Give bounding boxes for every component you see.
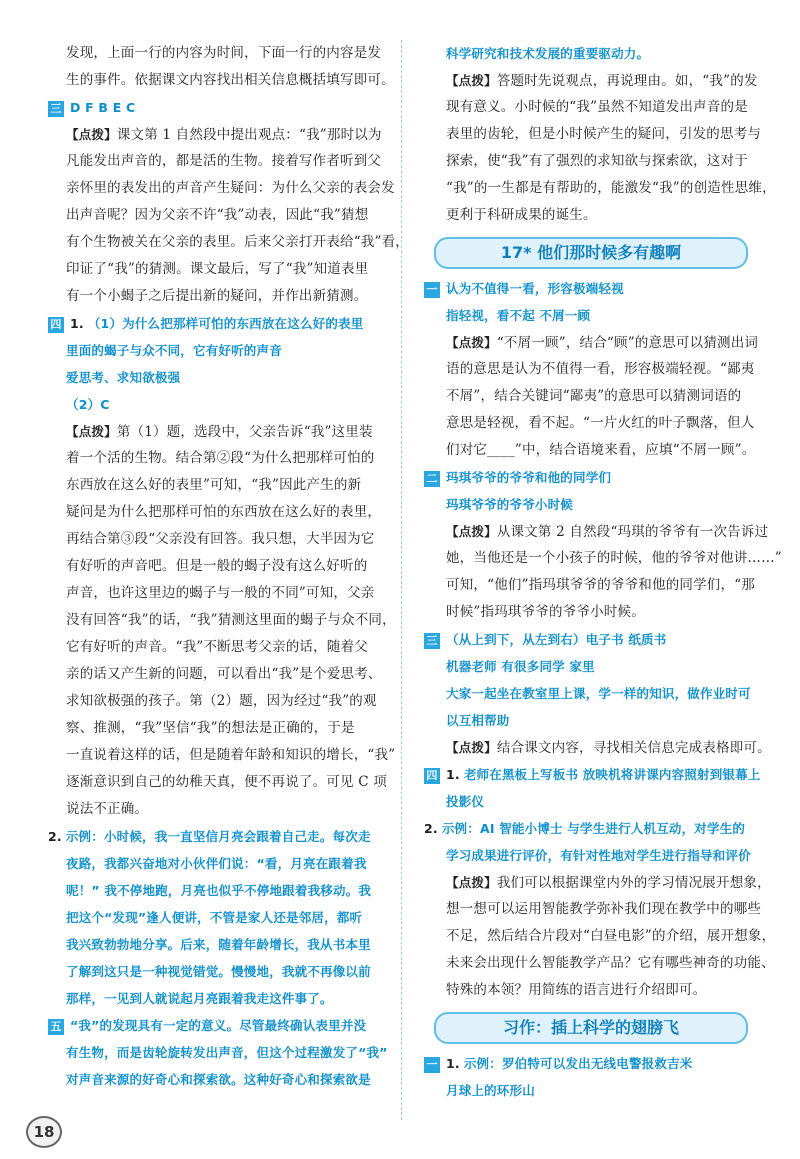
text-line: [424, 518, 769, 545]
line-text: 她，当他还是一个小孩子的时候，他的爷爷对他讲……”: [446, 550, 782, 566]
text-line: [48, 499, 382, 526]
text-line: [48, 688, 378, 715]
line-text: 特殊的本领？用简练的语言进行介绍即可。: [446, 982, 707, 998]
text-line: [424, 40, 754, 67]
line-text: 说法不正确。: [66, 801, 149, 817]
line-text: 不屑”，结合关键词“鄙夷”的意思可以猜测词语的: [446, 388, 742, 404]
line-text: 答题时先说观点，再说理由。如，“我”的发: [496, 73, 758, 89]
line-text: 有一个小蝎子之后提出新的疑问，并作出新猜测。: [66, 288, 368, 304]
line-text: 把这个“发现”逢人便讲，不管是家人还是邻居，都听: [66, 910, 363, 925]
line-text: 爱思考、求知欲极强: [66, 370, 181, 385]
text-line: [424, 94, 754, 121]
line-text: 一直说着这样的话，但是随着年龄和知识的增长，“我”: [66, 747, 396, 763]
line-text: 第（1）题，选段中，父亲告诉“我”这里装: [116, 424, 373, 440]
line-text: 表里的齿轮，但是小时候产生的疑问，引发的思考与: [446, 126, 762, 142]
line-text: 生的事件。依据课文内容找出相关信息概括填写即可。: [66, 72, 395, 88]
line-text: 求知欲极强的孩子。第（2）题，因为经过“我”的观: [66, 693, 377, 709]
text-line: [424, 410, 754, 437]
text-line: [424, 653, 754, 680]
text-line: [48, 283, 378, 310]
section-marker: 三: [48, 101, 64, 117]
line-text: 了解到这只是一种视觉错觉。慢慢地，我就不再像以前: [66, 964, 371, 979]
line-text: 夜路，我都兴奋地对小伙伴们说：“看，月亮在跟着我: [66, 856, 367, 871]
hint-tag: 【点拨】: [446, 524, 497, 539]
text-line: [48, 1066, 378, 1093]
line-text: 月球上的环形山: [446, 1083, 535, 1098]
text-line: [48, 553, 378, 580]
text-line: [48, 121, 382, 148]
line-text: 发现，上面一行的内容为时间，下面一行的内容是发: [66, 45, 382, 61]
line-text: 们对它____”中，结合语境来看，应填“不屑一顾”。: [446, 442, 756, 458]
line-text: 东西放在这么好的表里”可知，“我”因此产生的新: [66, 477, 362, 493]
text-line: [424, 626, 754, 653]
text-line: [424, 329, 759, 356]
line-text: 亲怀里的表发出的声音产生疑问：为什么父亲的表会发: [66, 180, 395, 196]
text-line: [48, 985, 378, 1012]
text-line: [424, 491, 754, 518]
line-text: 想一想可以运用智能教学弥补我们现在教学中的哪些: [446, 901, 762, 917]
line-text: 从课文第 2 自然段“玛琪的爷爷有一次告诉过: [496, 524, 769, 540]
text-line: [424, 815, 754, 842]
line-text: D F B E C: [70, 100, 136, 115]
text-line: [424, 950, 775, 977]
line-text: 更利于科研成果的诞生。: [446, 207, 597, 223]
line-text: （1）为什么把那样可怕的东西放在这么好的表里: [87, 316, 364, 331]
line-text: 现有意义。小时候的“我”虽然不知道发出声音的是: [446, 99, 748, 115]
text-line: [424, 1050, 754, 1077]
line-text: 认为不值得一看，形容极端轻视: [446, 281, 624, 296]
line-text: 有个生物被关在父亲的表里。后来父亲打开表给“我”看，: [66, 234, 410, 250]
line-text: 机器老师 有很多同学 家里: [446, 659, 595, 674]
text-line: [48, 40, 382, 67]
line-text: 示例：罗伯特可以发出无线电警报救吉米: [463, 1056, 693, 1071]
text-line: [424, 148, 754, 175]
line-text: 科学研究和技术发展的重要驱动力。: [446, 46, 650, 61]
line-text: 亲的话又产生新的问题，可以看出“我”是个爱思考、: [66, 666, 382, 682]
line-text: 察、推测，“我”坚信“我”的想法是正确的，于是: [66, 720, 355, 736]
line-text: 玛琪爷爷的爷爷小时候: [446, 497, 574, 512]
text-line: [48, 958, 378, 985]
item-number: 1.: [446, 1056, 460, 1071]
section-marker: 一: [424, 282, 440, 298]
line-text: 出声音呢？因为父亲不许“我”动表，因此“我”猜想: [66, 207, 369, 223]
line-text: 着一个活的生物。结合第②段“为什么把那样可怕的: [66, 450, 375, 466]
text-line: [48, 742, 396, 769]
line-text: （2）C: [66, 397, 110, 412]
section-marker: 一: [424, 1057, 440, 1073]
text-line: [424, 761, 761, 788]
line-text: 呢！” 我不停地跑，月亮也似乎不停地跟着我移动。我: [66, 883, 372, 898]
text-line: [48, 1039, 388, 1066]
section-marker: 三: [424, 633, 440, 649]
line-text: 学习成果进行评价，有针对性地对学生进行指导和评价: [446, 848, 751, 863]
line-text: 玛琪爷爷的爷爷和他的同学们: [446, 470, 612, 485]
line-text: 结合课文内容，寻找相关信息完成表格即可。: [496, 740, 771, 756]
line-text: 声音，也许这里边的蝎子与一般的不同”可知，父亲: [66, 585, 375, 601]
line-text: 印证了“我”的猜测。课文最后，写了“我”知道表里: [66, 261, 369, 277]
section-marker: 五: [48, 1019, 64, 1035]
text-line: [48, 580, 378, 607]
text-line: [424, 842, 754, 869]
text-line: [424, 572, 754, 599]
line-text: 不足，然后结合片段对“白昼电影”的介绍，展开想象，: [446, 928, 776, 944]
hint-tag: 【点拨】: [446, 875, 497, 890]
text-line: [424, 788, 754, 815]
line-text: 示例：小时候，我一直坚信月亮会跟着自己走。每次走: [65, 829, 371, 844]
line-text: （从上到下，从左到右）电子书 纸质书: [446, 632, 667, 647]
line-text: 对声音来源的好奇心和探索欲。这种好奇心和探索欲是: [66, 1072, 371, 1087]
item-number: 2.: [424, 821, 438, 836]
text-line: [48, 472, 378, 499]
text-line: [424, 437, 754, 464]
section-marker: 四: [48, 317, 64, 333]
line-text: 可知，“他们”指玛琪爷爷的爷爷和他的同学们，“那: [446, 577, 756, 593]
text-line: [424, 734, 771, 761]
line-text: 我们可以根据课堂内外的学习情况展开想象，: [496, 875, 771, 891]
text-line: [48, 634, 378, 661]
left-column: [48, 40, 410, 1093]
line-text: 语的意思是认为不值得一看，形容极端轻视。“鄙夷: [446, 361, 755, 377]
line-text: 那样，一见到人就说起月亮跟着我走这件事了。: [66, 991, 333, 1006]
hint-tag: 【点拨】: [446, 740, 497, 755]
text-line: [48, 202, 378, 229]
right-column: [424, 40, 782, 1104]
text-line: [424, 599, 754, 626]
line-text: 示例：AI 智能小博士 与学生进行人机互动，对学生的: [441, 821, 746, 836]
item-number: 2.: [48, 829, 62, 844]
line-text: 我兴致勃勃地分享。后来，随着年龄增长，我从书本里: [66, 937, 371, 952]
line-text: 里面的蝎子与众不同，它有好听的声音: [66, 343, 282, 358]
item-number: 1.: [70, 316, 84, 331]
text-line: [424, 302, 754, 329]
text-line: [424, 707, 754, 734]
text-line: [48, 661, 382, 688]
text-line: [48, 526, 378, 553]
page-number: 18: [26, 1116, 62, 1148]
line-text: 意思是轻视，看不起。“一片火红的叶子飘落，但人: [446, 415, 755, 431]
line-text: “不屑一顾”，结合“顾”的意思可以猜测出词: [496, 335, 759, 351]
section-marker: 二: [424, 471, 440, 487]
text-line: [424, 545, 782, 572]
text-line: [424, 977, 754, 1004]
text-line: [424, 896, 762, 923]
text-line: [48, 715, 378, 742]
text-line: [424, 121, 762, 148]
line-text: 指轻视，看不起 不屑一顾: [446, 308, 591, 323]
text-line: [48, 67, 395, 94]
line-text: 课文第 1 自然段中提出观点：“我”那时以为: [116, 127, 382, 143]
line-text: 有好听的声音吧。但是一般的蝎子没有这么好听的: [66, 558, 368, 574]
hint-tag: 【点拨】: [446, 73, 497, 88]
section-header: 习作：插上科学的翅膀飞: [434, 1012, 748, 1044]
line-text: “我”的发现具有一定的意义。尽管最终确认表里并没: [70, 1018, 367, 1033]
line-text: 再结合第③段“父亲没有回答。我只想，大半因为它: [66, 531, 375, 547]
line-text: 未来会出现什么智能教学产品？它有哪些神奇的功能、: [446, 955, 775, 971]
line-text: 投影仪: [446, 794, 485, 809]
text-line: [48, 1012, 378, 1039]
text-line: [48, 229, 410, 256]
line-text: “我”的一生都是有帮助的，能激发“我”的创造性思维，: [446, 180, 776, 196]
text-line: [48, 148, 382, 175]
line-text: 凡能发出声音的，都是活的生物。接着写作者听到父: [66, 153, 382, 169]
line-text: 时候”指玛琪爷爷的爷爷小时候。: [446, 604, 645, 620]
section-header: 17* 他们那时候多有趣啊: [434, 237, 748, 269]
text-line: [48, 796, 378, 823]
text-line: [424, 202, 754, 229]
line-text: 老师在黑板上写板书 放映机将讲课内容照射到银幕上: [463, 767, 761, 782]
text-line: [48, 256, 378, 283]
text-line: [48, 904, 378, 931]
text-line: [48, 877, 378, 904]
text-line: [48, 445, 378, 472]
item-number: 1.: [446, 767, 460, 782]
line-text: 逐渐意识到自己的幼稚天真，便不再说了。可见 C 项: [66, 774, 387, 790]
line-text: 它有好听的声音。“我”不断思考父亲的话，随着父: [66, 639, 368, 655]
text-line: [48, 931, 378, 958]
hint-tag: 【点拨】: [446, 335, 497, 350]
line-text: 大家一起坐在教室里上课，学一样的知识，做作业时可: [446, 686, 751, 701]
hint-tag: 【点拨】: [66, 127, 117, 142]
text-line: [424, 275, 754, 302]
line-text: 探索，使“我”有了强烈的求知欲与探索欲，这对于: [446, 153, 748, 169]
line-text: 疑问是为什么把那样可怕的东西放在这么好的表里，: [66, 504, 382, 520]
text-line: [48, 364, 378, 391]
text-line: [48, 769, 387, 796]
text-line: [424, 680, 754, 707]
column-divider: [401, 40, 402, 1120]
text-line: [48, 850, 378, 877]
text-line: [48, 175, 395, 202]
text-line: [48, 391, 378, 418]
hint-tag: 【点拨】: [66, 424, 117, 439]
text-line: [48, 310, 378, 337]
text-line: [424, 356, 754, 383]
text-line: [424, 923, 776, 950]
text-line: [48, 823, 378, 850]
text-line: [48, 94, 378, 121]
line-text: 以互相帮助: [446, 713, 510, 728]
text-line: [48, 607, 396, 634]
text-line: [424, 383, 754, 410]
line-text: 没有回答“我”的话，“我”猜测这里面的蝎子与众不同，: [66, 612, 396, 628]
section-marker: 四: [424, 768, 440, 784]
text-line: [424, 869, 771, 896]
text-line: [424, 464, 754, 491]
text-line: [424, 1077, 754, 1104]
text-line: [48, 418, 378, 445]
line-text: 有生物，而是齿轮旋转发出声音，但这个过程激发了“我”: [66, 1045, 388, 1060]
text-line: [48, 337, 378, 364]
text-line: [424, 67, 758, 94]
text-line: [424, 175, 776, 202]
